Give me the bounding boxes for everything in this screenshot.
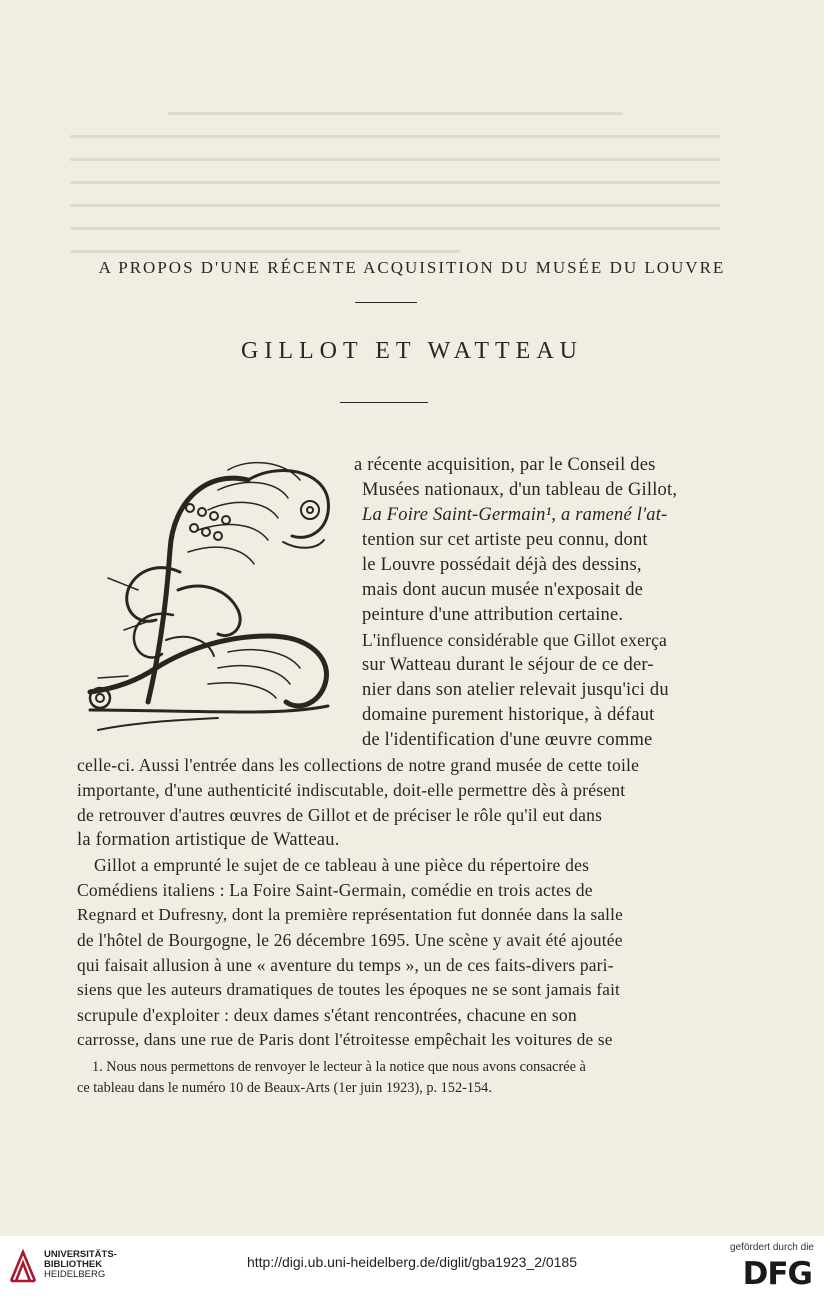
- footer-bar: [0, 1236, 824, 1297]
- text-line: Musées nationaux, d'un tableau de Gillot,: [362, 480, 678, 500]
- library-name-line: BIBLIOTHEK: [44, 1259, 103, 1270]
- text-line: scrupule d'exploiter : deux dames s'étant rencontrées, chacune en son: [77, 1005, 577, 1025]
- text-line: de l'hôtel de Bourgogne, le 26 décembre 1695. Une scène y avait été ajoutée: [77, 930, 623, 950]
- text-line: carrosse, dans une rue de Paris dont l'étroitesse empêchait les voitures de se: [77, 1030, 613, 1049]
- text-line: nier dans son atelier relevait jusqu'ici du: [362, 680, 669, 700]
- text-line: Gillot a emprunté le sujet de ce tableau à une pièce du répertoire des: [94, 855, 590, 875]
- footnote-line: 1. Nous nous permettons de renvoyer le lecteur à la notice que nous avons consacrée à: [92, 1059, 586, 1075]
- text-line: le Louvre possédait déjà des dessins,: [362, 555, 642, 575]
- text-line: de retrouver d'autres œuvres de Gillot et de préciser le rôle qu'il eut dans: [77, 805, 603, 825]
- permalink-url[interactable]: http://digi.ub.uni-heidelberg.de/diglit/gba1923_2/0185: [246, 1254, 578, 1270]
- text-line: la formation artistique de Watteau.: [77, 830, 340, 850]
- dfg-logo: DFG: [742, 1256, 812, 1292]
- funding-caption: gefördert durch die: [730, 1242, 814, 1253]
- article-title: GILLOT ET WATTEAU: [241, 338, 583, 364]
- text-line: siens que les auteurs dramatiques de toutes les époques ne se sont jamais fait: [77, 980, 621, 999]
- text-line: La Foire Saint-Germain¹, a ramené l'at-: [362, 505, 668, 525]
- footnote-line: ce tableau dans le numéro 10 de Beaux-Arts (1er juin 1923), p. 152-154.: [77, 1080, 492, 1096]
- text-line: L'influence considérable que Gillot exerça: [362, 630, 668, 650]
- library-name-line: HEIDELBERG: [44, 1269, 106, 1280]
- article-heading: A PROPOS D'UNE RÉCENTE ACQUISITION DU MUSÉE DU LOUVRE: [98, 258, 726, 277]
- text-line: sur Watteau durant le séjour de ce der-: [362, 655, 654, 675]
- text-line: Regnard et Dufresny, dont la première représentation fut donnée dans la salle: [77, 905, 623, 924]
- text-line: a récente acquisition, par le Conseil des: [354, 455, 656, 475]
- title-rule: [340, 402, 428, 403]
- text-line: de l'identification d'une œuvre comme: [362, 730, 653, 750]
- text-line: mais dont aucun musée n'exposait de: [362, 580, 644, 600]
- text-line: qui faisait allusion à une « aventure du temps », un de ces faits-divers pari-: [77, 955, 614, 975]
- heading-rule: [355, 302, 417, 303]
- text-line: celle-ci. Aussi l'entrée dans les collections de notre grand musée de cette toile: [77, 755, 640, 775]
- bleed-through-text: [70, 92, 720, 262]
- text-line: peinture d'une attribution certaine.: [362, 605, 624, 625]
- text-line: tention sur cet artiste peu connu, dont: [362, 530, 648, 550]
- text-line: Comédiens italiens : La Foire Saint-Germain, comédie en trois actes de: [77, 880, 593, 900]
- text-line: domaine purement historique, à défaut: [362, 705, 655, 725]
- ornamental-initial-l-icon: [78, 440, 340, 734]
- text-line: importante, d'une authenticité indiscutable, doit-elle permettre dès à présent: [77, 780, 626, 800]
- library-name-line: UNIVERSITÄTS-: [44, 1249, 117, 1260]
